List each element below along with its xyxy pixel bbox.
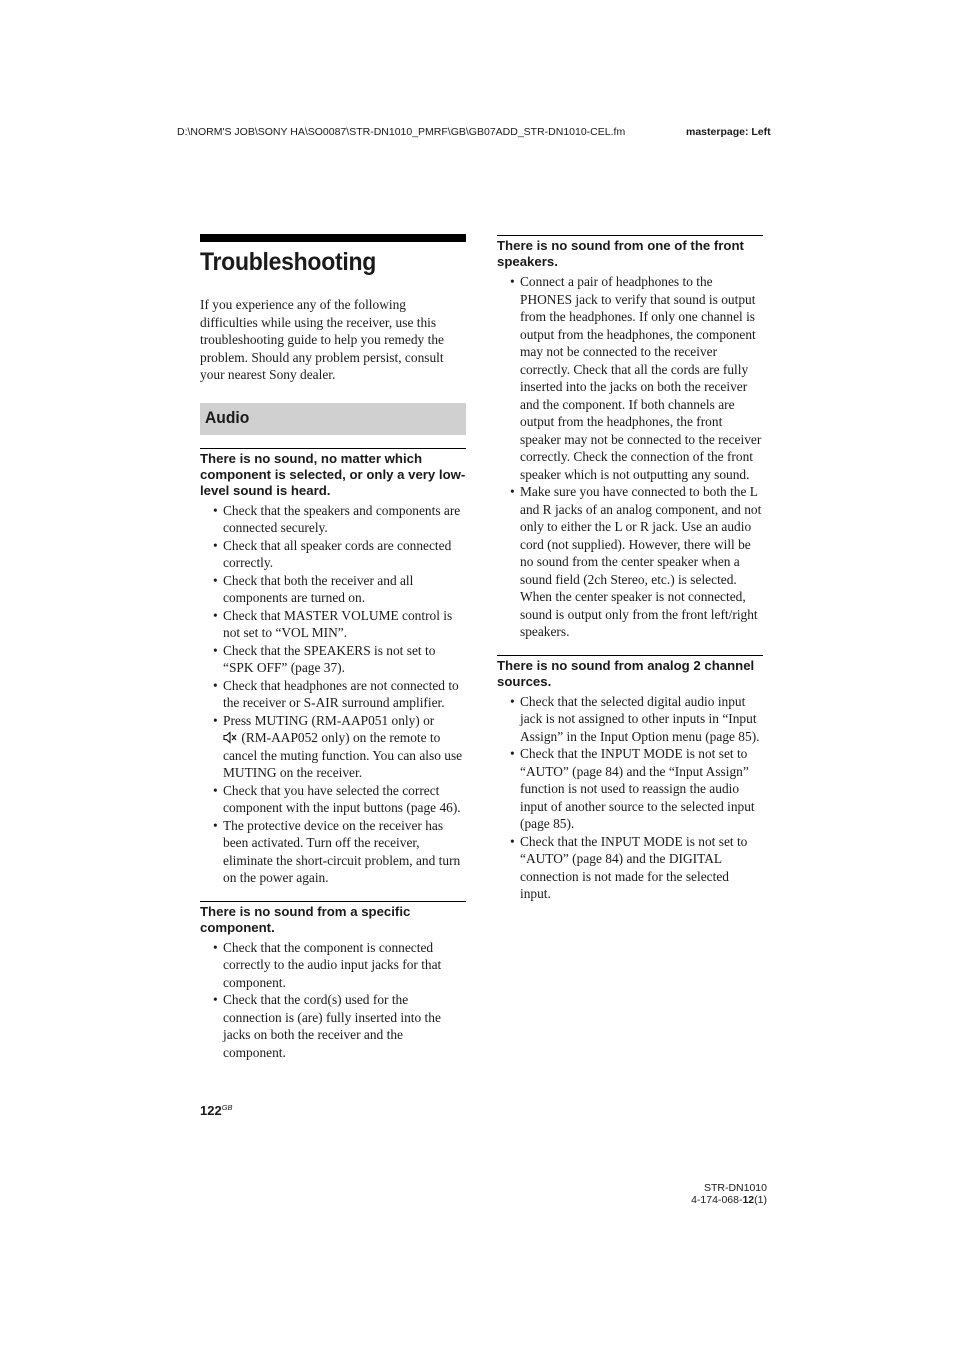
answer-list — [200, 502, 466, 887]
intro-paragraph: If you experience any of the following difficulties while using the receiver, use this troubleshooting guide to help you remedy the problem. Should any problem persist, consult your nearest Sony dealer. — [200, 297, 444, 382]
question-heading: There is no sound from a specific component. — [200, 903, 411, 935]
list-item: • The protective device on the receiver has been activated. Turn off the receiver, eliminate the short-circuit problem, and turn on the power again. — [213, 817, 461, 885]
footer-code: 4-174-068-12(1) — [691, 1194, 767, 1206]
list-item: • Check that the cord(s) used for the connection is (are) fully inserted into the jacks on both the receiver and the component. — [213, 992, 441, 1060]
left-column — [200, 234, 466, 1061]
answer-list — [200, 939, 466, 1062]
question-block — [497, 655, 763, 903]
list-item: • Check that the component is connected correctly to the audio input jacks for that component. — [213, 939, 442, 990]
list-item: • Check that all speaker cords are connected correctly. — [213, 537, 452, 570]
section-heading-band — [200, 403, 466, 435]
question-heading: There is no sound from one of the front speakers. — [497, 238, 744, 269]
question-heading: There is no sound from analog 2 channel sources. — [497, 657, 755, 689]
file-path-header: D:\NORM'S JOB\SONY HA\SO0087\STR-DN1010_PMRF\GB\GB07ADD_STR-DN1010-CEL.fm — [177, 126, 626, 138]
list-item: • Check that the speakers and components are connected securely. — [213, 502, 461, 535]
list-item: • Check that MASTER VOLUME control is not set to “VOL MIN”. — [213, 607, 453, 640]
list-item: • Check that headphones are not connected to the receiver or S-AIR surround amplifier. — [213, 677, 459, 710]
footer-model-code — [691, 1182, 767, 1206]
page-number: $122^{GB}$ — [200, 1103, 233, 1118]
muting-icon — [223, 731, 238, 744]
question-block — [200, 901, 466, 1062]
list-item: • Check that the selected digital audio input jack is not assigned to other inputs in “Input Assign” in the Input Option menu (page 85). — [510, 693, 760, 744]
question-block — [200, 448, 466, 887]
list-item: • Make sure you have connected to both the L and R jacks of an analog component, and not only to either the L or R jack. Use an audio cord (not supplied). However, there will be no sound from the center speaker when a sound field (2ch Stereo, etc.) is selected. When the center speaker is not connected, sound is output only from the front left/right speakers. — [510, 484, 762, 639]
list-item: • Check that you have selected the correct component with the input buttons (page 46). — [213, 782, 461, 815]
footer-model: STR-DN1010 — [703, 1182, 767, 1194]
list-item: • Check that both the receiver and all components are turned on. — [213, 572, 414, 605]
page-number-suffix: GB — [221, 1103, 233, 1112]
list-item: • Press MUTING (RM-AAP051 only) or (RM-AAP052 only) on the remote to cancel the muting function. You can also use MUTING on the receiver. — [213, 712, 463, 780]
section-heading: Audio — [205, 407, 250, 427]
list-item: • Check that the SPEAKERS is not set to “SPK OFF” (page 37). — [213, 642, 436, 675]
list-item: • Check that the INPUT MODE is not set to “AUTO” (page 84) and the DIGITAL connection is not made for the selected input. — [510, 833, 748, 901]
answer-list — [497, 273, 763, 641]
title-rule — [200, 234, 466, 242]
right-column — [497, 235, 763, 903]
answer-list — [497, 693, 763, 903]
list-item: • Check that the INPUT MODE is not set to “AUTO” (page 84) and the “Input Assign” function is not used to reassign the audio input of another source to the selected input (page 85). — [510, 746, 755, 831]
page-title: Troubleshooting — [200, 248, 377, 276]
masterpage-label: masterpage: Left — [686, 126, 771, 138]
list-item: • Connect a pair of headphones to the PHONES jack to verify that sound is output from the headphones. If only one channel is output from the headphones, the component may not be connected to the receiver correctly. Check that all the cords are fully inserted into the jacks on both the receiver and the component. If both channels are output from the headphones, the front speaker may not be connected to the receiver correctly. Check the connection of the front speaker which is not outputting any sound. — [510, 274, 762, 482]
question-heading: There is no sound, no matter which component is selected, or only a very low-level sound is heard. — [200, 450, 466, 498]
question-block — [497, 235, 763, 641]
